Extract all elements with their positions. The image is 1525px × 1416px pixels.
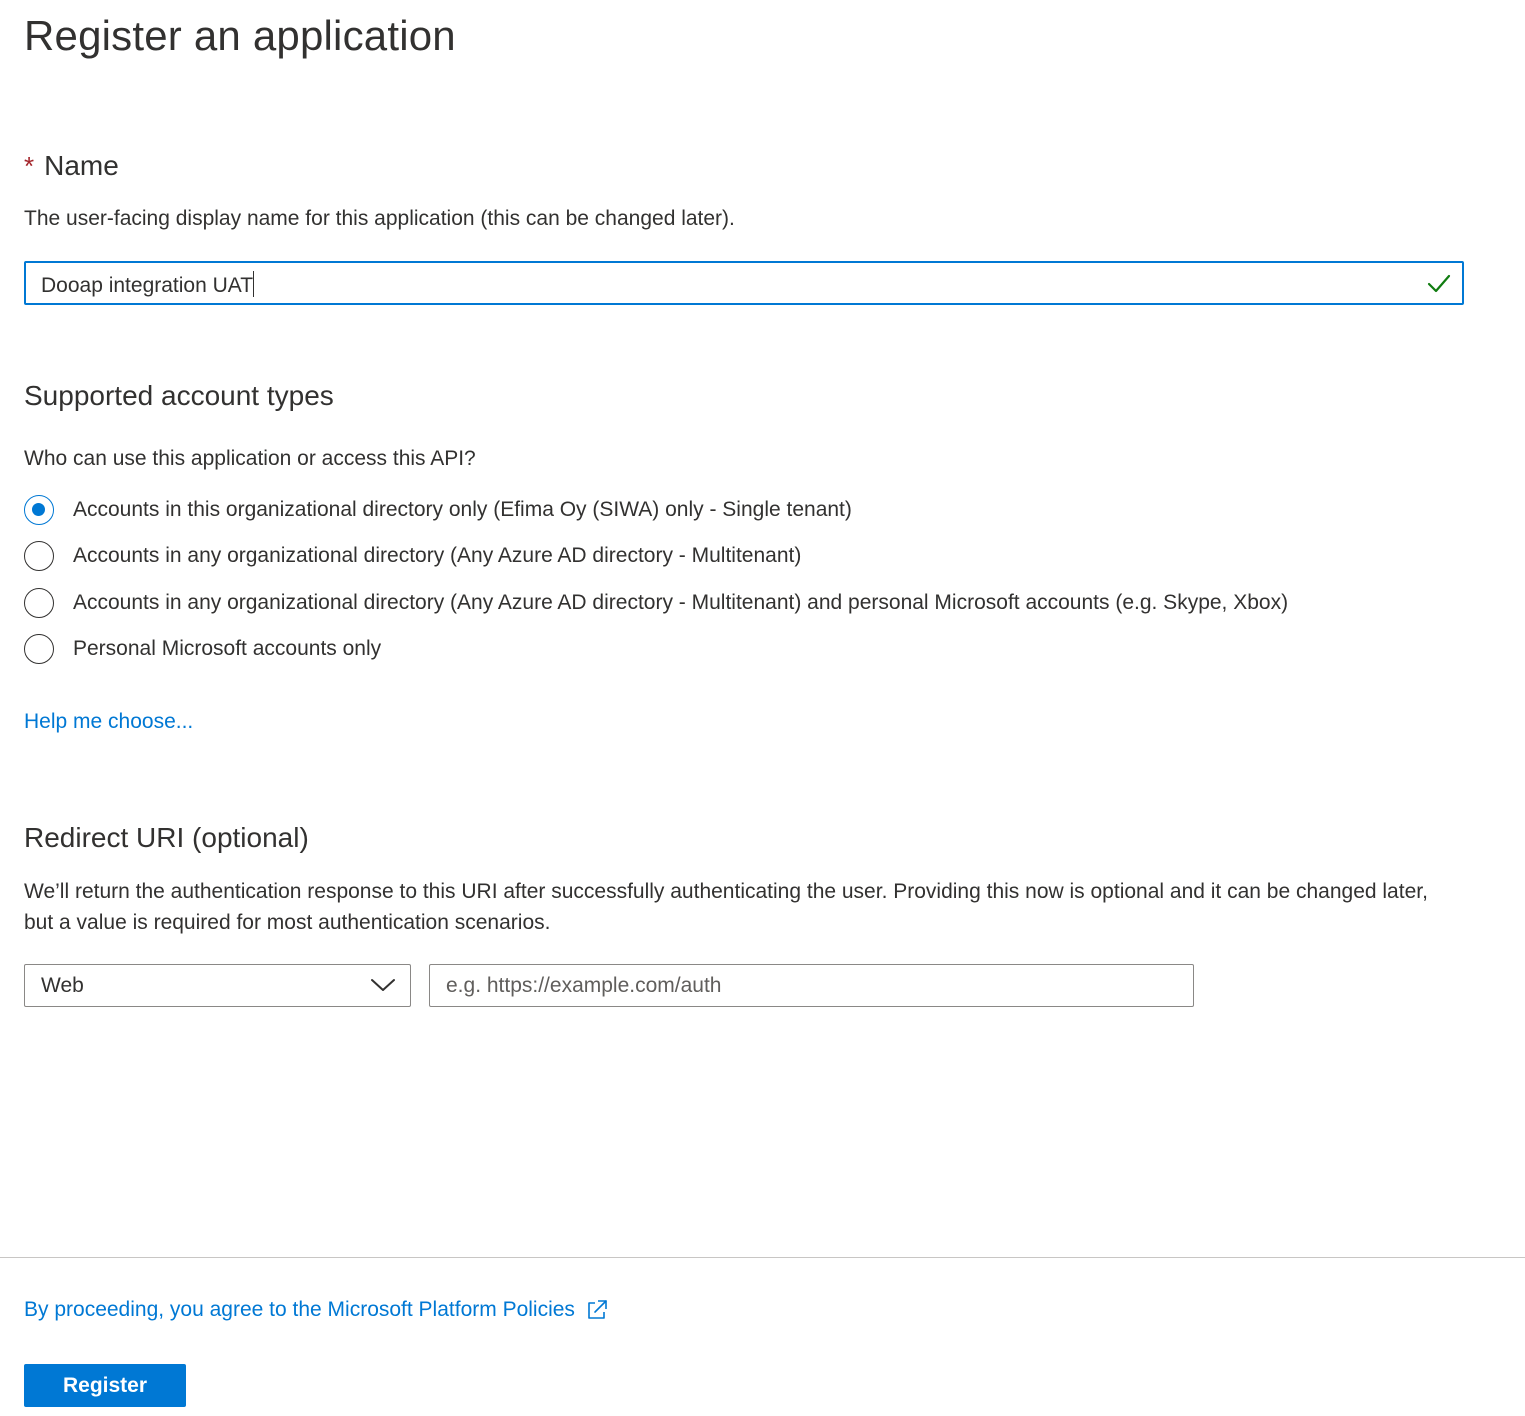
name-input-value-wrap: [41, 271, 254, 298]
radio-button-personal[interactable]: [24, 634, 54, 664]
platform-policies-link-text[interactable]: By proceeding, you agree to the Microsoft Platform Policies: [24, 1298, 575, 1321]
redirect-uri-heading: Redirect URI (optional): [24, 822, 309, 853]
page-title: Register an application: [24, 12, 456, 59]
account-types-heading: Supported account types: [24, 380, 334, 411]
name-input[interactable]: [24, 261, 1464, 305]
redirect-uri-input-wrap: [429, 964, 1194, 1007]
footer-divider: [0, 1257, 1525, 1258]
radio-button-multitenant[interactable]: [24, 541, 54, 571]
help-me-choose-link[interactable]: Help me choose...: [24, 710, 194, 733]
name-heading-label: Name: [44, 150, 119, 181]
platform-selected-value: Web: [41, 974, 84, 997]
redirect-uri-input[interactable]: [430, 965, 1193, 1006]
radio-label-multitenant-personal: Accounts in any organizational directory (Any Azure AD directory - Multitenant) and personal Microsoft accounts (e.g. Skype, Xbox): [73, 591, 1289, 614]
text-caret: [253, 271, 254, 297]
chevron-down-icon: [370, 977, 396, 993]
name-description: The user-facing display name for this application (this can be changed later).: [24, 207, 735, 230]
redirect-uri-description: We’ll return the authentication response to this URI after successfully authenticating the user. Providing this now is optional and it can be changed later, but a value is required for most authentication scenarios.: [24, 880, 1428, 934]
radio-option-single-tenant[interactable]: [24, 492, 852, 528]
name-heading: [24, 150, 119, 182]
register-button[interactable]: Register: [24, 1364, 186, 1407]
radio-button-single-tenant[interactable]: [24, 495, 54, 525]
account-types-question: Who can use this application or access this API?: [24, 447, 476, 470]
radio-button-multitenant-personal[interactable]: [24, 588, 54, 618]
required-marker: *: [24, 151, 35, 181]
external-link-icon: [585, 1298, 609, 1322]
checkmark-icon: [1426, 271, 1452, 295]
radio-label-single-tenant: Accounts in this organizational directory only (Efima Oy (SIWA) only - Single tenant): [73, 498, 852, 521]
platform-policies-link[interactable]: [24, 1298, 609, 1322]
platform-dropdown[interactable]: [24, 964, 411, 1007]
name-input-value: Dooap integration UAT: [41, 274, 254, 297]
radio-label-multitenant: Accounts in any organizational directory (Any Azure AD directory - Multitenant): [73, 544, 802, 567]
radio-label-personal: Personal Microsoft accounts only: [73, 637, 382, 660]
radio-option-personal[interactable]: [24, 631, 381, 667]
radio-option-multitenant-personal[interactable]: [24, 585, 1288, 621]
radio-option-multitenant[interactable]: [24, 538, 801, 574]
